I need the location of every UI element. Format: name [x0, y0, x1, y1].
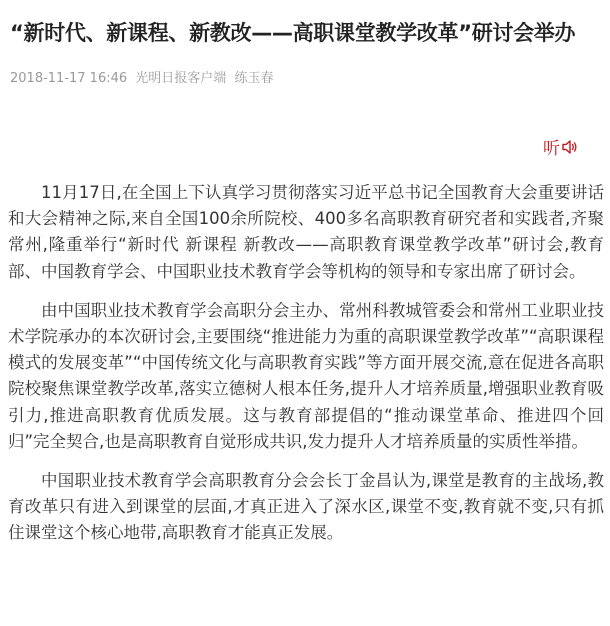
paragraph: 11月17日,在全国上下认真学习贯彻落实习近平总书记全国教育大会重要讲话和大会精神之际,来自全国100余所院校、400多名高职教育研究者和实践者,齐聚常州,隆重举行“新时代 新课程 新教改——高职教育课堂教学改革”研讨会,教育部、中国教育学会、中国职业技术教育学会等机构的领导和专家出席了研讨会。 [8, 183, 604, 281]
article-body [8, 180, 604, 560]
paragraph: 由中国职业技术教育学会高职分会主办、常州科教城管委会和常州工业职业技术学院承办的本次研讨会,主要围绕“推进能力为重的高职课堂教学改革”“高职课程模式的发展变革”“中国传统文化与高职教育实践”等方面开展交流,意在促进各高职院校聚焦课堂教学改革,落实立德树人根本任务,提升人才培养质量,增强职业教育吸引力,推进高职教育优质发展。这与教育部提倡的“推动课堂革命、推进四个回归”完全契合,也是高职教育自觉形成共识,发力提升人才培养质量的实质性举措。 [8, 300, 604, 451]
listen-label: 听 [543, 139, 560, 159]
speaker-icon [560, 138, 579, 160]
source-name: 光明日报客户端 [135, 71, 227, 86]
article-title: “新时代、新课程、新教改——高职课堂教学改革”研讨会举办 [10, 21, 576, 45]
article-meta [10, 69, 277, 89]
publish-datetime: 2018-11-17 16:46 [10, 71, 128, 86]
paragraph: 中国职业技术教育学会高职教育分会会长丁金昌认为,课堂是教育的主战场,教育改革只有进入到课堂的层面,才真正进入了深水区,课堂不变,教育就不变,只有抓住课堂这个核心地带,高职教育才能真正发展。 [8, 471, 604, 543]
author-name: 练玉春 [234, 71, 274, 86]
listen-button[interactable] [543, 136, 583, 162]
